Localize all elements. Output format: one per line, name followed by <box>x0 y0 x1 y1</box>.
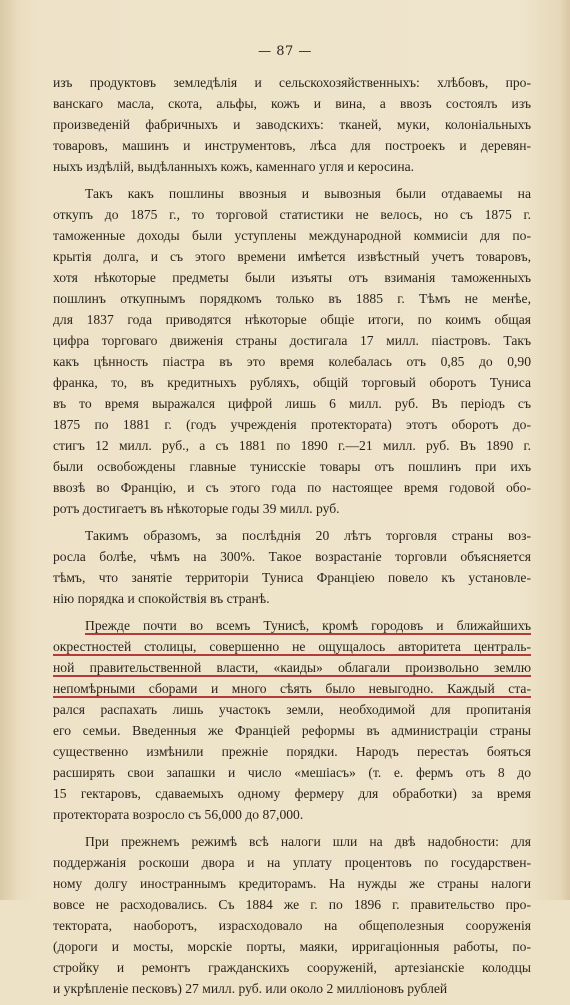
text-line: нію порядка и спокойствія въ странѣ. <box>53 591 270 606</box>
text-line: окрестностей столицы, совершенно не ощущалось авторитета централь- <box>53 639 531 654</box>
page-number: — 87 — <box>258 44 312 59</box>
text-line: ной правительственной власти, «каиды» облагали произвольно землю <box>53 660 531 675</box>
text-line: откупъ до 1875 г., то торговой статистики не велось, но съ 1875 г. <box>53 207 531 222</box>
text-line: его семьи. Введенныя же Франціей реформы въ администраціи страны <box>53 723 531 738</box>
text-line: росла болѣе, чѣмъ на 300%. Такое возрастаніе торговли объясняется <box>53 549 531 564</box>
text-line: тектората, наоборотъ, израсходовало на общеполезныя сооруженія <box>53 918 531 933</box>
text-line: для 1837 года приводятся нѣкоторые общіе итоги, по коимъ общая <box>53 312 531 327</box>
body-text <box>53 72 531 1005</box>
text-line: какъ цѣнность піастра въ это время колебалась отъ 0,85 до 0,90 <box>53 354 531 369</box>
text-line: существенно измѣнили прежніе порядки. Народъ перестаъ бояться <box>53 744 531 759</box>
text-line: хотя нѣкоторые предметы были изъяты отъ взиманія таможенныхъ <box>53 270 531 285</box>
text-line: протектората возросло съ 56,000 до 87,000. <box>53 807 304 822</box>
text-line: были освобождены главные тунисскіе товары отъ пошлинъ при ихъ <box>53 459 531 474</box>
text-line: и укрѣпленіе песковъ) 27 милл. руб. или около 2 милліоновъ рублей <box>53 981 448 996</box>
text-line: 15 гектаровъ, сдаваемыхъ одному фермеру для обработки) за время <box>53 786 531 801</box>
paragraph <box>53 525 531 609</box>
paragraph <box>53 831 531 999</box>
text-line: таможенные доходы были уступлены международной коммисіи для по- <box>53 228 531 243</box>
text-line: въ то время выражался цифрой лишь 6 милл. руб. Въ періодъ съ <box>53 396 531 411</box>
text-line: ному долгу иностраннымъ кредиторамъ. На нужды же страны налоги <box>53 876 531 891</box>
text-line: франка, то, въ кредитныхъ рубляхъ, общій торговый оборотъ Туниса <box>53 375 531 390</box>
text-line: цифра торговаго движенія страны достигала 17 милл. піастровъ. Такъ <box>53 333 531 348</box>
text-line: (дороги и мосты, морскіе порты, маяки, ирригаціонныя работы, по- <box>53 939 531 954</box>
text-line: стигъ 12 милл. руб., а съ 1881 по 1890 г.—21 милл. руб. Въ 1890 г. <box>53 438 531 453</box>
text-line: ротъ достигаетъ въ нѣкоторые годы 39 милл. руб. <box>53 501 340 516</box>
text-line: ввозѣ во Францію, и съ этого года по настоящее время годовой обо- <box>53 480 531 495</box>
text-line: 1875 по 1881 г. (годъ учрежденія протектората) этотъ оборотъ до- <box>53 417 531 432</box>
text-line: При прежнемъ режимѣ всѣ налоги шли на двѣ надобности: для <box>85 834 531 849</box>
text-line: произведеній фабричныхъ и заводскихъ: тканей, муки, колоніальныхъ <box>53 117 531 132</box>
text-line: товаровъ, машинъ и инструментовъ, лѣса для построекъ и деревян- <box>53 138 531 153</box>
text-line: Такъ какъ пошлины ввозныя и вывозныя были отдаваемы на <box>85 186 531 201</box>
text-line: вовсе не расходовались. Съ 1884 же г. по 1896 г. правительство про- <box>53 897 531 912</box>
text-line: крытія долга, и съ этого времени имѣется извѣстный учетъ товаровъ, <box>53 249 531 264</box>
text-line: ныхъ издѣлій, выдѣланныхъ кожъ, каменнаго угля и керосина. <box>53 159 415 174</box>
text-line: поддержанія роскоши двора и на уплату процентовъ по государствен- <box>53 855 531 870</box>
text-line: стройку и ремонтъ гражданскихъ сооруженій, артезіанскіе колодцы <box>53 960 531 975</box>
text-line: изъ продуктовъ земледѣлія и сельскохозяйственныхъ: хлѣбовъ, про- <box>53 75 531 90</box>
text-line: ванскаго масла, скота, альфы, кожъ и вина, а ввозъ состоялъ изъ <box>53 96 531 111</box>
text-line: рался распахать лишь участокъ земли, необходимой для пропитанія <box>53 702 531 717</box>
text-line: тѣмъ, что занятіе территоріи Туниса Франціею повело къ установле- <box>53 570 531 585</box>
text-line: пошлинъ откупнымъ порядкомъ только въ 1885 г. Тѣмъ не менѣе, <box>53 291 531 306</box>
text-line: Прежде почти во всемъ Тунисѣ, кромѣ городовъ и ближайшихъ <box>85 618 531 633</box>
paragraph <box>53 183 531 519</box>
paragraph <box>53 615 531 825</box>
paragraph <box>53 72 531 177</box>
text-line: Такимъ образомъ, за послѣднія 20 лѣтъ торговля страны воз- <box>85 528 531 543</box>
text-line: непомѣрными сборами и много сѣять было невыгодно. Каждый ста- <box>53 681 531 696</box>
text-line: расширять свои запашки и число «мешіасъ» (т. е. фермъ отъ 8 до <box>53 765 531 780</box>
